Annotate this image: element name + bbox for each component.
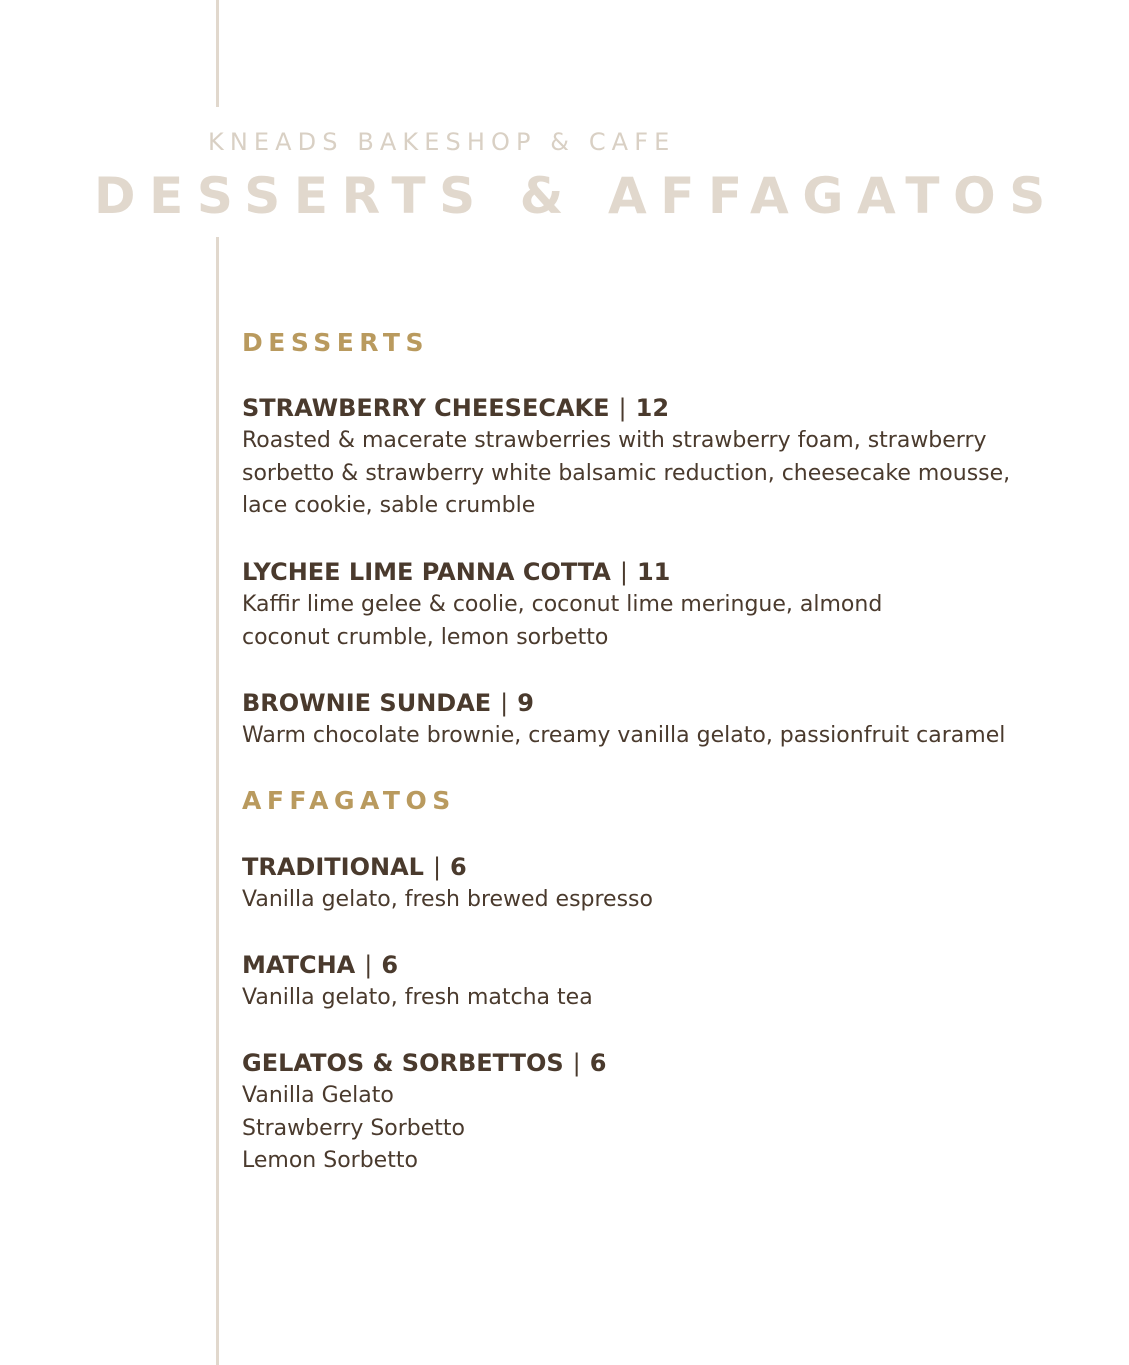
item-description: [242, 884, 1022, 917]
item-name: GELATOS & SORBETTOS: [242, 1049, 564, 1077]
item-description: [242, 982, 1022, 1015]
item-price: 9: [517, 689, 534, 717]
price-separator: |: [619, 558, 628, 586]
item-name: BROWNIE SUNDAE: [242, 689, 492, 717]
menu-item-matcha: [242, 949, 1022, 1015]
description-line: Vanilla Gelato: [242, 1083, 394, 1108]
page-title: DESSERTS & AFFAGATOS: [94, 167, 1059, 225]
description-line: Vanilla gelato, fresh brewed espresso: [242, 887, 653, 912]
item-price: 11: [636, 558, 671, 586]
menu-item-gelatos-sorbettos: [242, 1047, 1022, 1178]
menu-item-traditional: [242, 851, 1022, 917]
description-line: lace cookie, sable crumble: [242, 493, 536, 518]
price-separator: |: [572, 1049, 581, 1077]
description-line: coconut crumble, lemon sorbetto: [242, 624, 609, 650]
item-name: TRADITIONAL: [242, 853, 424, 881]
item-description: [242, 1080, 1022, 1178]
description-line: Warm chocolate brownie, creamy vanilla gelato, passionfruit caramel: [242, 723, 1006, 748]
item-description: [242, 589, 1022, 654]
price-separator: |: [432, 853, 442, 881]
item-name: LYCHEE LIME PANNA COTTA: [242, 558, 611, 586]
item-name: STRAWBERRY CHEESECAKE: [242, 394, 610, 422]
menu-item-brownie-sundae: [242, 687, 1022, 753]
section-heading-desserts: DESSERTS: [242, 328, 429, 357]
menu-item-strawberry-cheesecake: [242, 392, 1022, 523]
item-price: 6: [589, 1049, 607, 1077]
description-line: Vanilla gelato, fresh matcha tea: [242, 985, 593, 1010]
item-price: 12: [635, 394, 670, 422]
description-line: sorbetto & strawberry white balsamic reduction, cheesecake mousse,: [242, 460, 1011, 486]
description-line: Roasted & macerate strawberries with strawberry foam, strawberry: [242, 428, 987, 453]
description-line: Kaffir lime gelee & coolie, coconut lime meringue, almond: [242, 592, 883, 617]
bakeshop-name: KNEADS BAKESHOP & CAFE: [208, 128, 676, 156]
item-price: 6: [381, 951, 399, 979]
description-line: Lemon Sorbetto: [242, 1148, 418, 1173]
price-separator: |: [500, 689, 509, 717]
section-heading-affagatos: AFFAGATOS: [242, 786, 456, 815]
vertical-rule-top: [216, 0, 219, 107]
vertical-rule-bottom: [216, 237, 219, 1365]
item-name: MATCHA: [242, 951, 356, 979]
menu-item-lychee-lime-panna-cotta: [242, 556, 1022, 654]
item-description: [242, 720, 1022, 753]
description-line: Strawberry Sorbetto: [242, 1115, 466, 1141]
item-description: [242, 425, 1022, 523]
item-price: 6: [450, 853, 467, 881]
price-separator: |: [364, 951, 373, 979]
price-separator: |: [618, 394, 627, 422]
